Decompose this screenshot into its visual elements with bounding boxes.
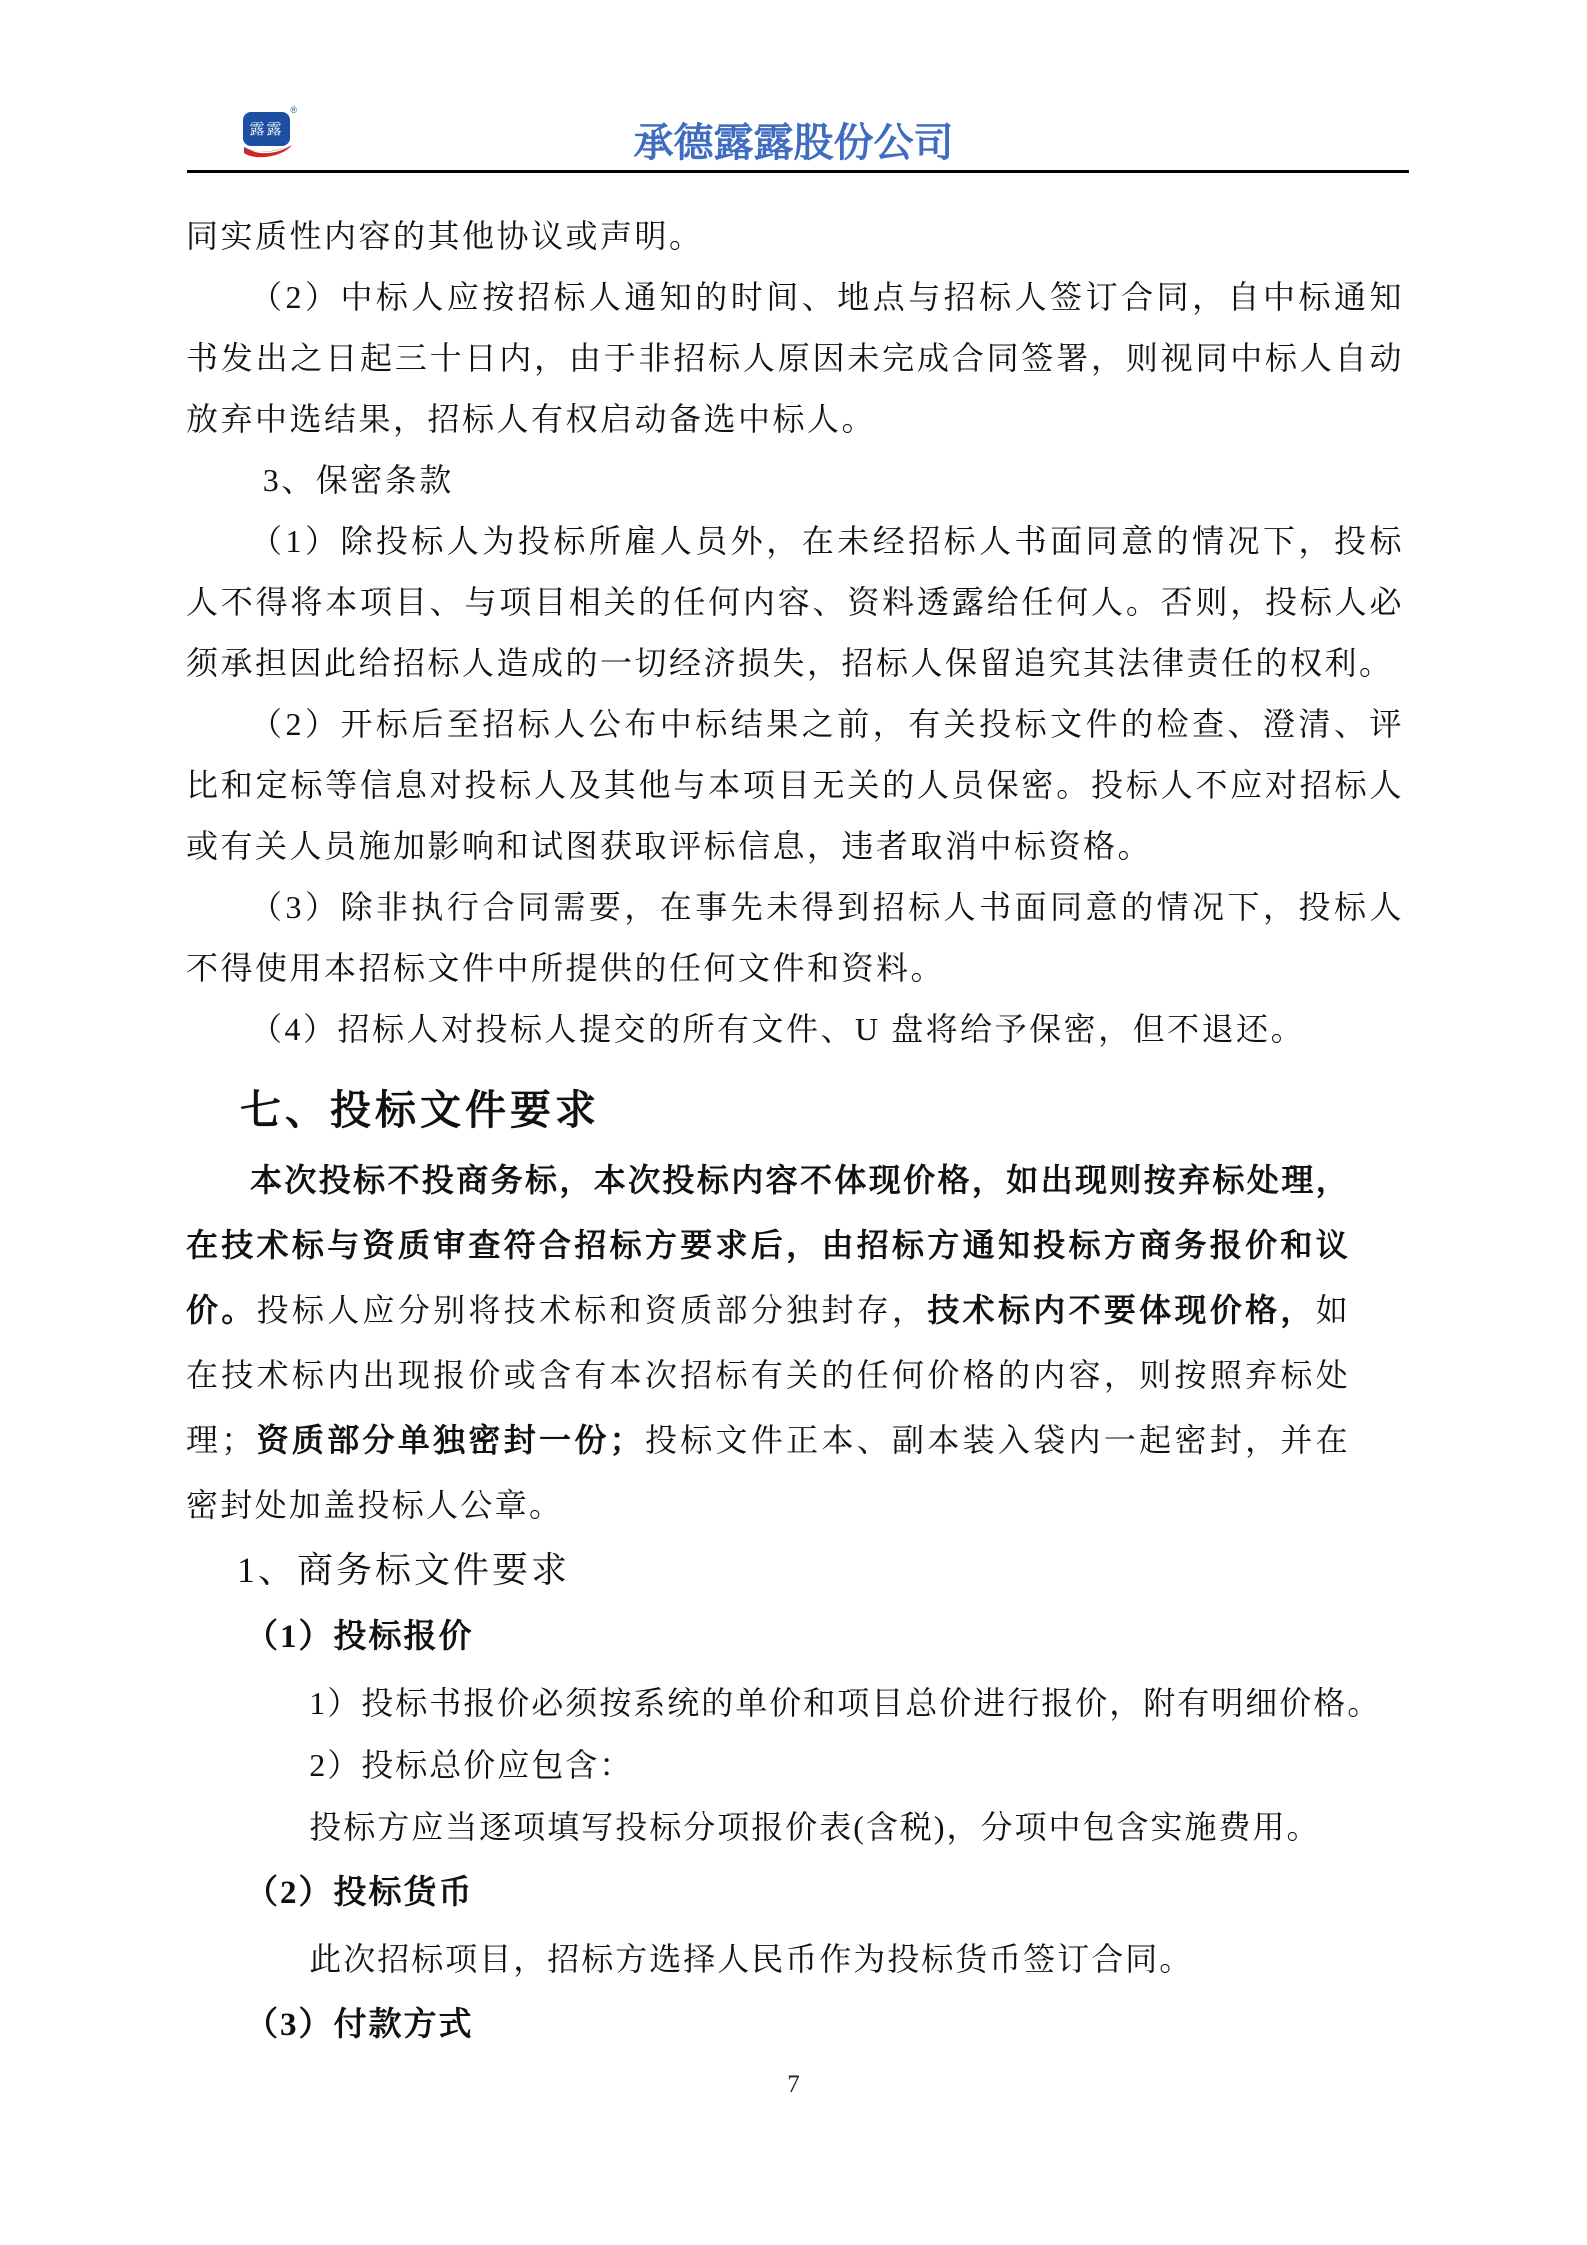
item-1-line-1: 1）投标书报价必须按系统的单价和项目总价进行报价，附有明细价格。 bbox=[309, 1685, 1382, 1721]
section-7-heading: 七、投标文件要求 bbox=[240, 1087, 600, 1133]
logo-text: 露露 bbox=[249, 120, 284, 138]
item-1-line-3: 投标方应当逐项填写投标分项报价表(含税)，分项中包含实施费用。 bbox=[309, 1809, 1321, 1845]
registered-trademark-icon: ® bbox=[290, 105, 297, 115]
paragraph-contract-signing: （2）中标人应按招标人通知的时间、地点与招标人签订合同，自中标通知书发出之日起三十日内，由于非招标人原因未完成合同签署，则视同中标人自动放弃中选结果，招标人有权启动备选中标人。 bbox=[186, 279, 1404, 437]
item-2-line-1: 此次招标项目，招标方选择人民币作为投标货币签订合同。 bbox=[309, 1941, 1194, 1977]
paragraph-confidentiality-3: （3）除非执行合同需要，在事先未得到招标人书面同意的情况下，投标人不得使用本招标文件中所提供的任何文件和资料。 bbox=[186, 889, 1404, 986]
item-1-line-2: 2）投标总价应包含： bbox=[309, 1747, 634, 1783]
item-3-payment-method-heading: （3）付款方式 bbox=[245, 2007, 474, 2043]
item-1-bid-price-heading: （1）投标报价 bbox=[245, 1619, 474, 1655]
paragraph-confidentiality-2: （2）开标后至招标人公布中标结果之前，有关投标文件的检查、澄清、评比和定标等信息对投标人及其他与本项目无关的人员保密。投标人不应对招标人或有关人员施加影响和试图获取评标信息，违者取消中标资格。 bbox=[186, 706, 1404, 864]
company-name: 承德露露股份公司 bbox=[633, 121, 954, 165]
document-body bbox=[186, 206, 1404, 2060]
item-2-bid-currency-heading: （2）投标货币 bbox=[245, 1875, 474, 1911]
page-number: 7 bbox=[787, 2071, 800, 2098]
section-7-paragraph: 本次投标不投商务标，本次投标内容不体现价格，如出现则按弃标处理，在技术标与资质审查符合招标方要求后，由招标方通知投标方商务报价和议价。投标人应分别将技术标和资质部分独封存，技术标内不要体现价格，如在技术标内出现报价或含有本次招标有关的任何价格的内容，则按照弃标处理；资质部分单独密封一份；投标文件正本、副本装入袋内一起密封，并在密封处加盖投标人公章。 bbox=[186, 1162, 1350, 1523]
header-rule bbox=[187, 170, 1409, 173]
paragraph-confidentiality-1: （1）除投标人为投标所雇人员外，在未经招标人书面同意的情况下，投标人不得将本项目、与项目相关的任何内容、资料透露给任何人。否则，投标人必须承担因此给招标人造成的一切经济损失，招标人保留追究其法律责任的权利。 bbox=[186, 523, 1404, 681]
paragraph-confidentiality-4: （4）招标人对投标人提交的所有文件、U 盘将给予保密，但不退还。 bbox=[250, 1011, 1306, 1047]
clause-heading-confidentiality: 3、保密条款 bbox=[262, 462, 454, 498]
subsection-1-heading: 1、商务标文件要求 bbox=[237, 1550, 571, 1590]
paragraph-carryover: 同实质性内容的其他协议或声明。 bbox=[186, 218, 704, 254]
